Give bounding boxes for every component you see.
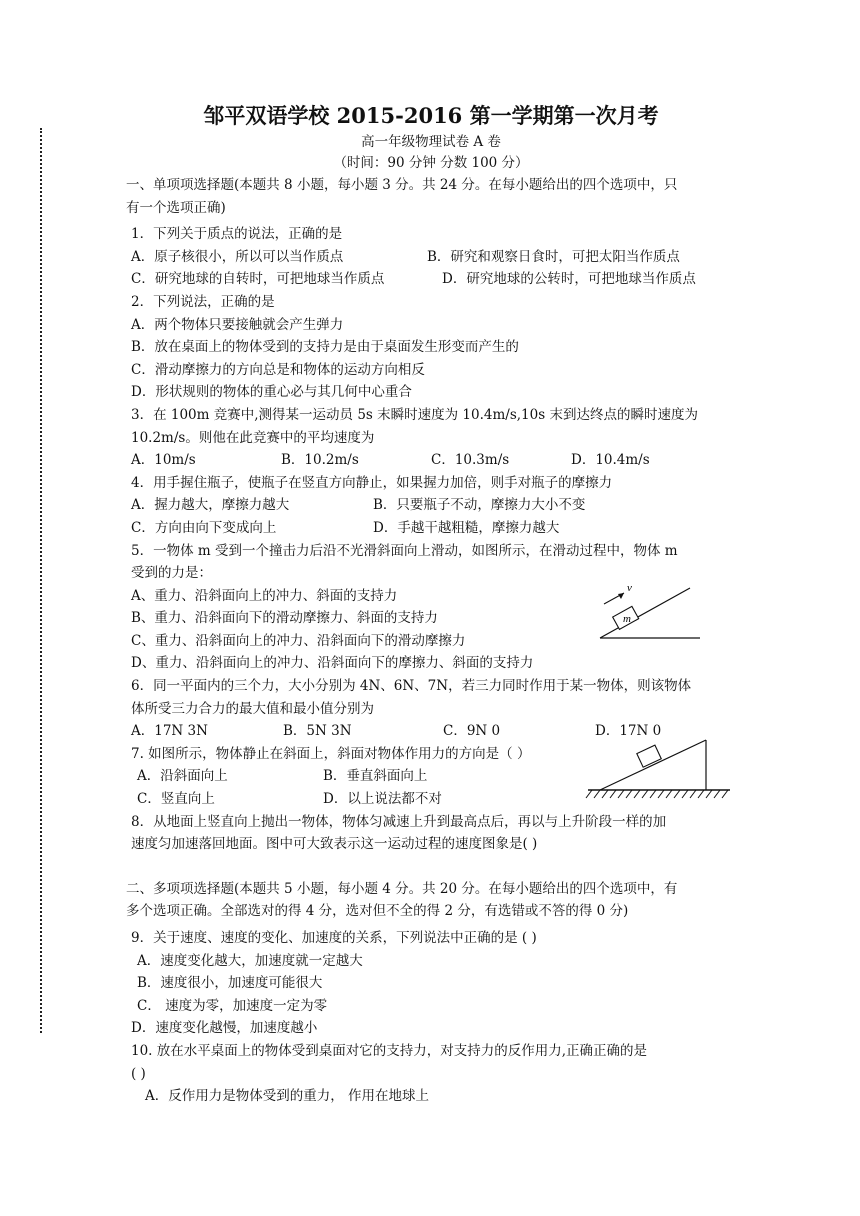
q1-option-d: D．研究地球的公转时，可把地球当作质点: [442, 271, 696, 288]
q3-stem-line2: 10.2m/s。则他在此竞赛中的平均速度为: [131, 429, 375, 446]
q5-stem-line1: 5．一物体 m 受到一个撞击力后沿不光滑斜面向上滑动，如图所示，在滑动过程中，物体 m: [131, 542, 678, 559]
q1-option-b: B．研究和观察日食时，可把太阳当作质点: [427, 248, 680, 265]
q10-option-a: A．反作用力是物体受到的重力， 作用在地球上: [145, 1088, 430, 1105]
q1-options-row2: [131, 268, 731, 291]
q5-option-a: A、重力、沿斜面向上的冲力、斜面的支持力: [131, 587, 398, 604]
q4-options-row1: [131, 494, 731, 517]
section2-heading-line2: 多个选项正确。全部选对的得 4 分，选对但不全的得 2 分，有选错或不答的得 0 分): [126, 903, 629, 920]
q6-option-c: C．9N 0: [443, 723, 501, 740]
q7-option-c: C．竖直向上: [137, 791, 215, 808]
q5-stem-line2: 受到的力是：: [131, 565, 212, 582]
q3-stem-line1: 3．在 100m 竞赛中,测得某一运动员 5s 末瞬时速度为 10.4m/s,10s 末到达终点的瞬时速度为: [131, 406, 698, 423]
q9-option-d: D．速度变化越慢，加速度越小: [131, 1020, 318, 1037]
q1-option-a: A．原子核很小，所以可以当作质点: [131, 248, 344, 265]
q4-stem: 4．用手握住瓶子，使瓶子在竖直方向静止，如果握力加倍，则手对瓶子的摩擦力: [131, 474, 613, 491]
q4-option-b: B．只要瓶子不动，摩擦力大小不变: [373, 497, 586, 514]
section1-heading-line1: 一、单项项选择题(本题共 8 小题，每小题 3 分。共 24 分。在每小题给出的四个选项中，只: [126, 177, 678, 193]
q5-velocity-label: v: [627, 582, 632, 594]
q5-option-d: D、重力、沿斜面向上的冲力、沿斜面向下的摩擦力、斜面的支持力: [131, 655, 534, 672]
q3-option-a: A．10m/s: [131, 452, 196, 469]
q4-option-c: C．方向由向下变成向上: [131, 519, 277, 536]
q9-option-c: C． 速度为零，加速度一定为零: [137, 997, 328, 1014]
q9-stem: 9．关于速度、速度的变化、加速度的关系，下列说法中正确的是 ( ): [131, 930, 537, 946]
q4-option-a: A．握力越大，摩擦力越大: [131, 497, 290, 514]
q3-option-c: C．10.3m/s: [431, 452, 510, 469]
q5-option-b: B、重力、沿斜面向下的滑动摩擦力、斜面的支持力: [131, 610, 438, 627]
q2-option-b: B．放在桌面上的物体受到的支持力是由于桌面发生形变而产生的: [131, 339, 519, 356]
q7-option-b: B．垂直斜面向上: [323, 768, 428, 785]
q1-option-c: C．研究地球的自转时，可把地球当作质点: [131, 271, 385, 288]
exam-subtitle: 高一年级物理试卷 A 卷: [361, 134, 501, 150]
exam-title: 邹平双语学校 2015-2016 第一学期第一次月考: [203, 103, 659, 128]
q6-option-a: A．17N 3N: [131, 723, 208, 740]
q1-options-row1: [131, 246, 731, 269]
q2-option-d: D．形状规则的物体的重心必与其几何中心重合: [131, 384, 412, 401]
q3-option-d: D．10.4m/s: [571, 452, 650, 469]
section1-heading-line2: 有一个选项正确): [126, 199, 226, 216]
q5-incline-line: [600, 588, 690, 638]
q6-option-b: B．5N 3N: [283, 723, 352, 740]
q9-option-a: A．速度变化越大，加速度就一定越大: [137, 952, 363, 969]
q6-stem-line1: 6．同一平面内的三个力，大小分别为 4N、6N、7N，若三力同时作用于某一物体，则该物体: [131, 678, 692, 695]
q4-option-d: D．手越干越粗糙，摩擦力越大: [373, 519, 560, 536]
exam-time-info: （时间：90 分钟 分数 100 分）: [333, 155, 529, 171]
q7-ground-hatching: [586, 790, 728, 798]
section2-heading-line1: 二、多项项选择题(本题共 5 小题，每小题 4 分。共 20 分。在每小题给出的四个选项中，有: [126, 880, 678, 897]
q9-option-b: B．速度很小，加速度可能很大: [137, 975, 323, 992]
q6-stem-line2: 体所受三力合力的最大值和最小值分别为: [131, 700, 374, 717]
q2-stem: 2．下列说法，正确的是: [131, 293, 275, 310]
binding-margin-dotted-line: [40, 128, 42, 1033]
q7-stem: 7. 如图所示，物体静止在斜面上，斜面对物体作用力的方向是（ ）: [131, 745, 531, 762]
q7-option-a: A．沿斜面向上: [137, 768, 228, 785]
q1-stem: 1．下列关于质点的说法，正确的是: [131, 226, 343, 243]
q8-stem-line2: 速度匀加速落回地面。图中可大致表示这一运动过程的速度图象是( ): [131, 836, 538, 853]
q6-option-d: D．17N 0: [595, 723, 662, 740]
q8-stem-line1: 8．从地面上竖直向上抛出一物体，物体匀减速上升到最高点后，再以与上升阶段一样的加: [131, 813, 667, 830]
q5-option-c: C、重力、沿斜面向上的冲力、沿斜面向下的滑动摩擦力: [131, 632, 466, 649]
q10-stem-line1: 10. 放在水平桌面上的物体受到桌面对它的支持力，对支持力的反作用力,正确正确的是: [131, 1042, 648, 1059]
q5-mass-label: m: [623, 613, 631, 625]
q7-block: [637, 745, 661, 767]
q4-options-row2: [131, 517, 731, 540]
q3-option-b: B．10.2m/s: [281, 452, 359, 469]
q3-options: [131, 449, 731, 472]
q5-incline-figure: [592, 580, 712, 646]
q7-incline-figure: [584, 734, 734, 804]
q2-option-c: C．滑动摩擦力的方向总是和物体的运动方向相反: [131, 361, 425, 378]
q10-stem-line2: ( ): [131, 1065, 146, 1082]
q2-option-a: A．两个物体只要接触就会产生弹力: [131, 316, 344, 333]
q7-option-d: D．以上说法都不对: [323, 791, 442, 808]
